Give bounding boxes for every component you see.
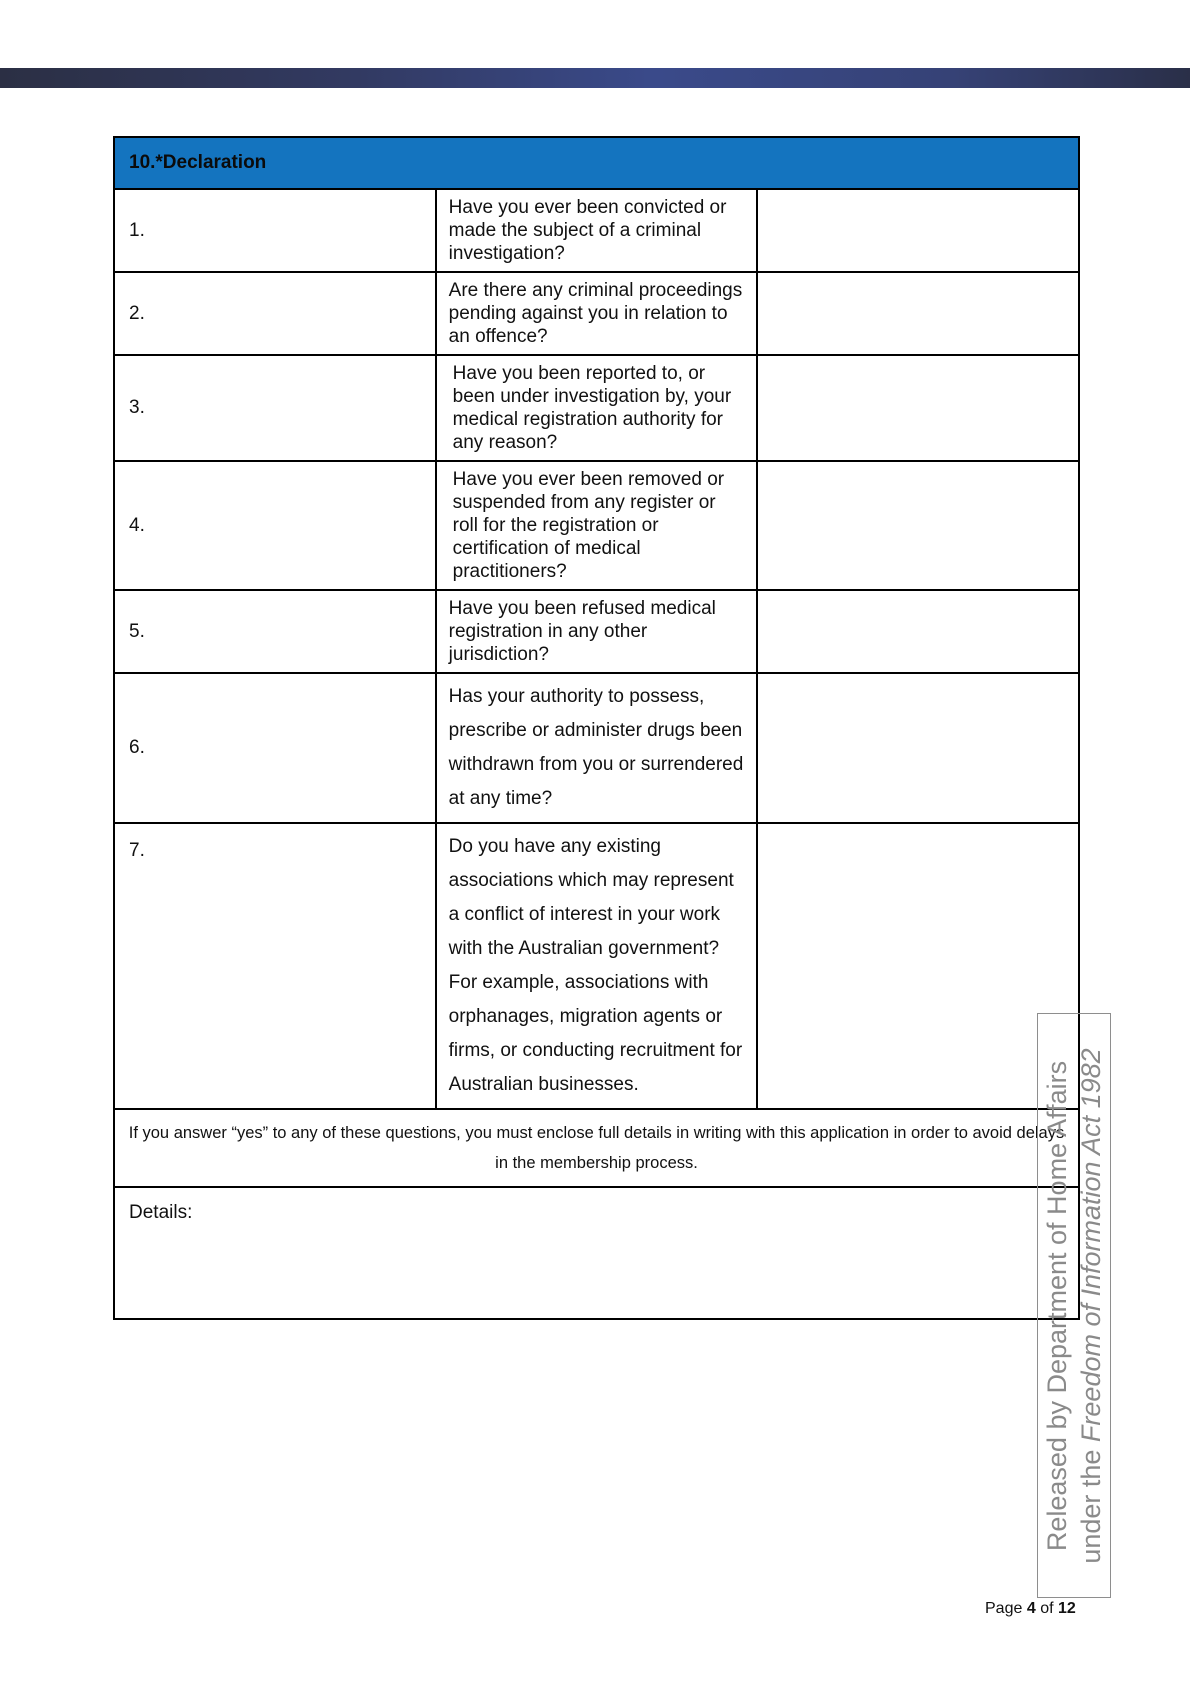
of-word: of xyxy=(1040,1600,1054,1617)
question-row-4 xyxy=(114,461,1079,590)
stamp-act-name: Freedom of Information Act 1982 xyxy=(1076,1047,1106,1442)
page-number xyxy=(985,1600,1076,1618)
question-row-6 xyxy=(114,673,1079,823)
answer-cell[interactable] xyxy=(757,590,1079,673)
header-band xyxy=(0,68,1190,88)
details-row xyxy=(114,1187,1079,1319)
question-row-5 xyxy=(114,590,1079,673)
question-number: 4. xyxy=(114,461,436,590)
instruction-text: If you answer “yes” to any of these questions, you must enclose full details in writing with this application in order to avoid delays in the membership process. xyxy=(114,1109,1079,1187)
total-pages: 12 xyxy=(1057,1600,1076,1617)
instruction-row xyxy=(114,1109,1079,1187)
question-text: Have you been refused medical registration in any other jurisdiction? xyxy=(436,590,758,673)
answer-cell[interactable] xyxy=(757,673,1079,823)
declaration-table xyxy=(113,136,1080,1320)
question-number: 3. xyxy=(114,355,436,461)
question-row-2 xyxy=(114,272,1079,355)
foi-release-stamp xyxy=(1037,1013,1111,1598)
details-label: Details: xyxy=(129,1202,193,1223)
answer-cell[interactable] xyxy=(757,461,1079,590)
stamp-line-2 xyxy=(1074,1014,1108,1597)
page-word: Page xyxy=(985,1600,1023,1617)
question-text: Are there any criminal proceedings pending against you in relation to an offence? xyxy=(436,272,758,355)
answer-cell[interactable] xyxy=(757,355,1079,461)
stamp-text xyxy=(1040,1014,1108,1597)
question-row-3 xyxy=(114,355,1079,461)
answer-cell[interactable] xyxy=(757,272,1079,355)
details-field[interactable] xyxy=(114,1187,1079,1319)
declaration-header-row xyxy=(114,137,1079,189)
declaration-title: 10.*Declaration xyxy=(114,137,1079,189)
question-row-7 xyxy=(114,823,1079,1109)
question-number: 2. xyxy=(114,272,436,355)
answer-cell[interactable] xyxy=(757,823,1079,1109)
question-number: 6. xyxy=(114,673,436,823)
question-text: Have you ever been convicted or made the subject of a criminal investigation? xyxy=(436,189,758,272)
stamp-line-2-prefix: under the xyxy=(1076,1441,1106,1564)
question-text: Have you been reported to, or been under investigation by, your medical registration authority for any reason? xyxy=(436,355,758,461)
question-text: Do you have any existing associations which may represent a conflict of interest in your work with the Australian government? For example, associations with orphanages, migration agents or firms, or conducting recruitment for Australian businesses. xyxy=(436,823,758,1109)
current-page: 4 xyxy=(1026,1600,1036,1617)
question-number: 1. xyxy=(114,189,436,272)
question-row-1 xyxy=(114,189,1079,272)
answer-cell[interactable] xyxy=(757,189,1079,272)
question-text: Has your authority to possess, prescribe or administer drugs been withdrawn from you or surrendered at any time? xyxy=(436,673,758,823)
stamp-line-1: Released by Department of Home Affairs xyxy=(1042,1060,1072,1551)
question-text: Have you ever been removed or suspended from any register or roll for the registration or certification of medical practitioners? xyxy=(436,461,758,590)
question-number: 5. xyxy=(114,590,436,673)
question-number: 7. xyxy=(114,823,436,1109)
